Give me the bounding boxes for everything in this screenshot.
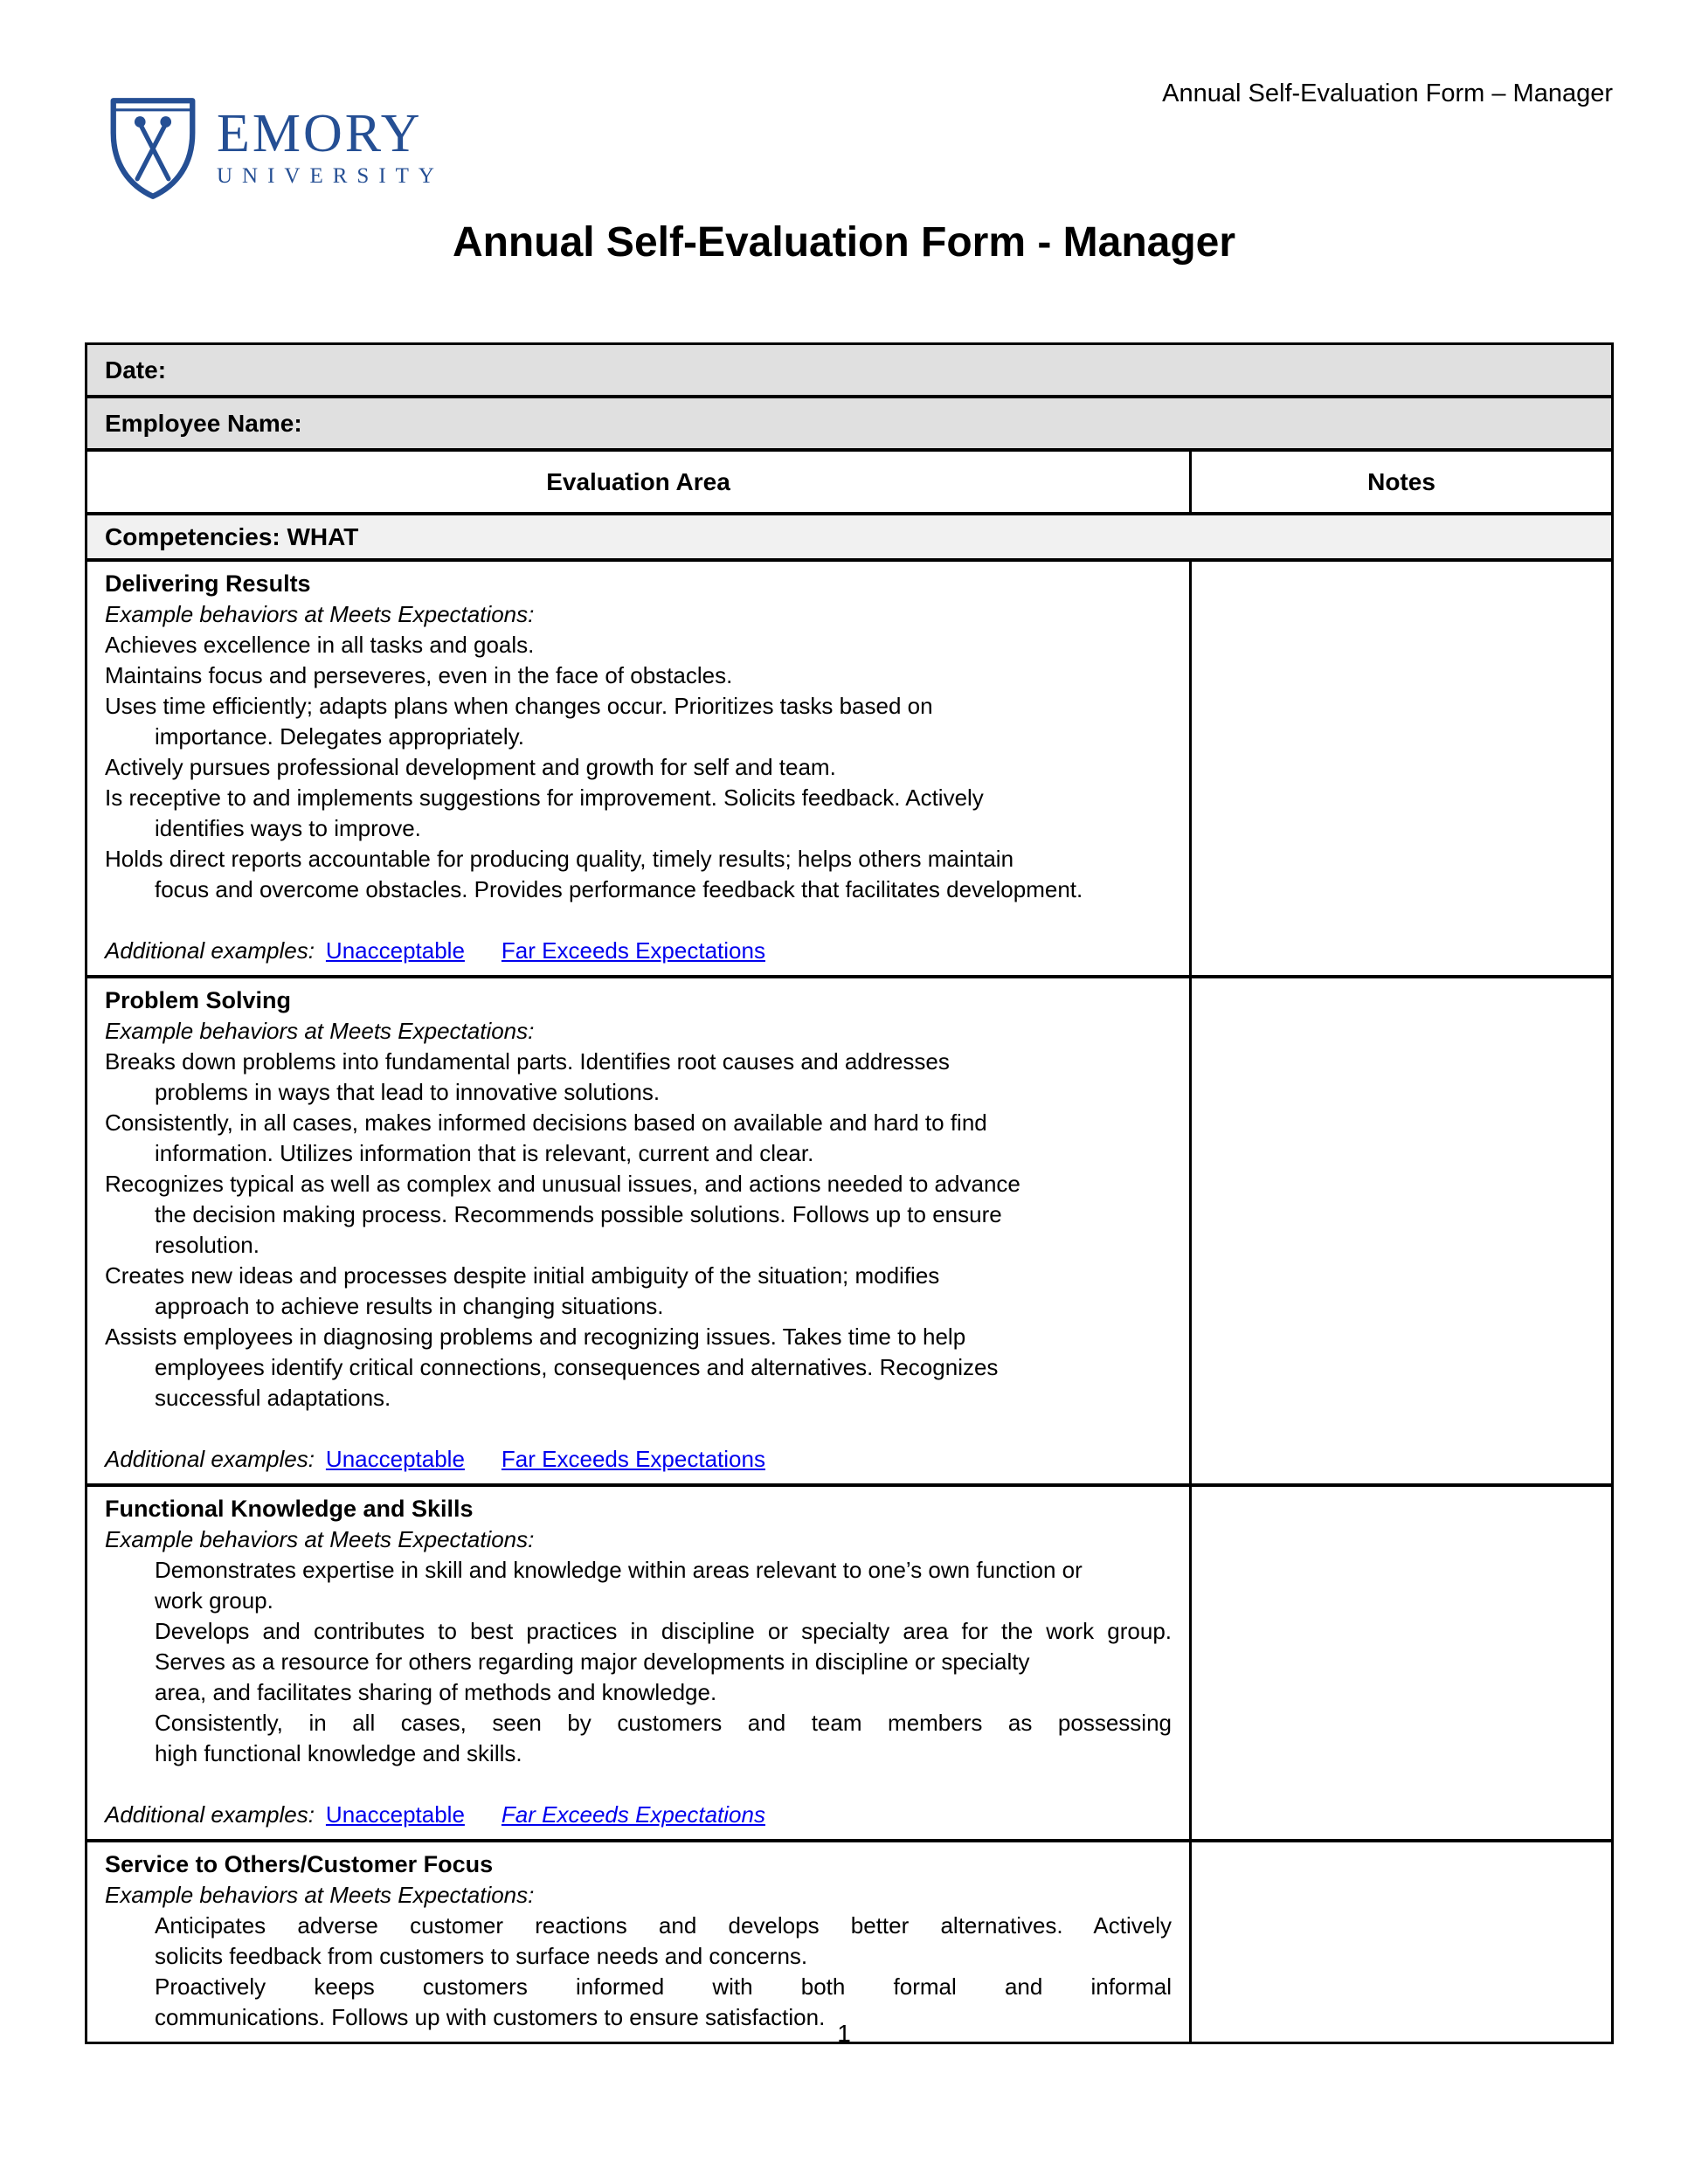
behavior-line: Consistently, in all cases, seen by customers and team members as possessing	[155, 1710, 1172, 1736]
behavior-paragraph	[105, 783, 1172, 844]
employee-name-row	[87, 395, 1611, 448]
evaluation-area-cell	[87, 1487, 1192, 1839]
behavior-line: problems in ways that lead to innovative solutions.	[155, 1079, 661, 1105]
additional-examples	[105, 1800, 1172, 1830]
additional-examples	[105, 936, 1172, 966]
behavior-line: Actively pursues professional development and growth for self and team.	[105, 754, 836, 780]
competencies-what-label: Competencies: WHAT	[105, 523, 359, 550]
behavior-paragraph	[105, 1108, 1172, 1169]
behavior-line: area, and facilitates sharing of methods and knowledge.	[155, 1679, 717, 1705]
behavior-line: Serves as a resource for others regarding major developments in discipline or specialty	[155, 1648, 1030, 1675]
evaluation-area-cell	[87, 1842, 1192, 2042]
evaluation-section-row	[87, 975, 1611, 1483]
behavior-line: Creates new ideas and processes despite initial ambiguity of the situation; modifies	[105, 1262, 940, 1289]
behavior-line: Proactively keeps customers informed with both formal and informal	[155, 1973, 1172, 2000]
behavior-line: Is receptive to and implements suggestions for improvement. Solicits feedback. Actively	[105, 784, 984, 811]
section-title: Problem Solving	[105, 987, 292, 1013]
section-title: Service to Others/Customer Focus	[105, 1851, 494, 1877]
behavior-paragraph	[105, 1708, 1172, 1769]
behavior-paragraph	[105, 752, 1172, 783]
additional-examples-label: Additional examples:	[105, 937, 315, 964]
emory-shield-icon	[107, 96, 199, 201]
evaluation-section-row	[87, 558, 1611, 975]
logo-institution: EMORY	[217, 104, 423, 163]
behavior-line: Uses time efficiently; adapts plans when changes occur. Prioritizes tasks based on	[105, 693, 933, 719]
employee-name-value-area[interactable]	[302, 408, 1594, 439]
behavior-line: communications. Follows up with customers to ensure satisfaction.	[155, 2004, 826, 2030]
notes-column-header: Notes	[1367, 468, 1435, 495]
unacceptable-link[interactable]: Unacceptable	[325, 937, 465, 964]
behavior-line: Anticipates adverse customer reactions and develops better alternatives. Actively	[155, 1912, 1172, 1939]
section-intro: Example behaviors at Meets Expectations:	[105, 1882, 535, 1908]
behavior-paragraph	[105, 1322, 1172, 1413]
date-row	[87, 345, 1611, 395]
notes-cell[interactable]	[1192, 1842, 1611, 2042]
evaluation-area-cell	[87, 562, 1192, 975]
page-title: Annual Self-Evaluation Form - Manager	[452, 219, 1236, 266]
behavior-line: focus and overcome obstacles. Provides performance feedback that facilitates development.	[155, 876, 1083, 902]
emory-logo	[107, 96, 444, 201]
logo-subtitle: UNIVERSITY	[217, 164, 444, 188]
behavior-line: information. Utilizes information that is relevant, current and clear.	[155, 1140, 814, 1166]
section-intro: Example behaviors at Meets Expectations:	[105, 1526, 535, 1552]
behavior-line: employees identify critical connections, consequences and alternatives. Recognizes	[155, 1354, 999, 1380]
evaluation-area-cell	[87, 978, 1192, 1483]
additional-examples-label: Additional examples:	[105, 1446, 315, 1472]
far-exceeds-expectations-link[interactable]: Far Exceeds Expectations	[501, 937, 765, 964]
behavior-paragraph	[105, 1261, 1172, 1322]
behavior-line: solicits feedback from customers to surface needs and concerns.	[155, 1943, 808, 1969]
behavior-line: Consistently, in all cases, makes informed decisions based on available and hard to find	[105, 1109, 987, 1136]
additional-examples	[105, 1444, 1172, 1475]
behavior-line: Assists employees in diagnosing problems and recognizing issues. Takes time to help	[105, 1324, 966, 1350]
behavior-line: Recognizes typical as well as complex and unusual issues, and actions needed to advance	[105, 1171, 1020, 1197]
behavior-line: approach to achieve results in changing situations.	[155, 1293, 664, 1319]
behavior-paragraph	[105, 630, 1172, 660]
additional-examples-label: Additional examples:	[105, 1801, 315, 1828]
behavior-paragraph	[105, 1169, 1172, 1261]
date-label: Date:	[105, 356, 167, 384]
section-title: Delivering Results	[105, 570, 311, 597]
behavior-line: successful adaptations.	[155, 1385, 391, 1411]
logo-text	[217, 104, 444, 190]
behavior-line: Maintains focus and perseveres, even in the face of obstacles.	[105, 662, 733, 688]
evaluation-area-column-header: Evaluation Area	[87, 452, 1192, 512]
unacceptable-link[interactable]: Unacceptable	[325, 1446, 465, 1472]
section-intro: Example behaviors at Meets Expectations:	[105, 601, 535, 627]
behavior-line: Breaks down problems into fundamental parts. Identifies root causes and addresses	[105, 1048, 950, 1075]
evaluation-section-row	[87, 1483, 1611, 1839]
behavior-line: importance. Delegates appropriately.	[155, 723, 524, 750]
behavior-line: resolution.	[155, 1232, 259, 1258]
far-exceeds-expectations-link[interactable]: Far Exceeds Expectations	[501, 1801, 765, 1828]
far-exceeds-expectations-link[interactable]: Far Exceeds Expectations	[501, 1446, 765, 1472]
notes-cell[interactable]	[1192, 978, 1611, 1483]
behavior-paragraph	[105, 1616, 1172, 1647]
behavior-line: the decision making process. Recommends possible solutions. Follows up to ensure	[155, 1201, 1002, 1227]
competencies-what-row	[87, 512, 1611, 558]
behavior-paragraph	[105, 844, 1172, 905]
behavior-line: Holds direct reports accountable for producing quality, timely results; helps others maintain	[105, 846, 1014, 872]
behavior-paragraph	[105, 1911, 1172, 1972]
unacceptable-link[interactable]: Unacceptable	[325, 1801, 465, 1828]
running-header: Annual Self-Evaluation Form – Manager	[1162, 79, 1613, 107]
employee-name-label: Employee Name:	[105, 410, 302, 437]
page-number: 1	[837, 2020, 851, 2047]
behavior-paragraph	[105, 691, 1172, 752]
evaluation-form-table	[85, 342, 1614, 2044]
section-intro: Example behaviors at Meets Expectations:	[105, 1018, 535, 1044]
date-value-area[interactable]	[166, 355, 1594, 385]
behavior-paragraph	[105, 660, 1172, 691]
behavior-paragraph	[105, 1647, 1172, 1708]
behavior-line: Demonstrates expertise in skill and knowledge within areas relevant to one’s own function or	[155, 1557, 1083, 1583]
evaluation-section-row	[87, 1839, 1611, 2042]
notes-cell[interactable]	[1192, 562, 1611, 975]
column-header-row	[87, 448, 1611, 512]
behavior-paragraph	[105, 1555, 1172, 1616]
behavior-line: Develops and contributes to best practices in discipline or specialty area for the work group.	[155, 1618, 1172, 1644]
behavior-line: identifies ways to improve.	[155, 815, 421, 841]
section-title: Functional Knowledge and Skills	[105, 1496, 474, 1522]
behavior-line: work group.	[155, 1587, 273, 1614]
notes-cell[interactable]	[1192, 1487, 1611, 1839]
behavior-line: Achieves excellence in all tasks and goals.	[105, 632, 535, 658]
behavior-paragraph	[105, 1047, 1172, 1108]
behavior-line: high functional knowledge and skills.	[155, 1740, 522, 1766]
